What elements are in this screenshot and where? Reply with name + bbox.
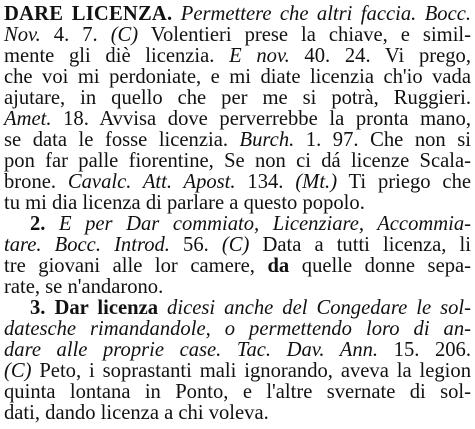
entry-line-3: mente gli diè licenzia. E nov. 40. 24. Vi prego, [4, 45, 471, 67]
headword: DARE LICENZA. [4, 3, 173, 25]
citation-marker: (Mt.) [295, 171, 338, 193]
citation-source: Burch. [239, 129, 295, 151]
sense-3-line-5: quinta lontana in Ponto, e l'altre svernate di sol- [4, 381, 471, 403]
entry-line-4: che voi mi perdoniate, e mi diate licenzia ch'io vada [4, 66, 471, 88]
sense-number: 2. [30, 213, 59, 235]
sense-3-line-4: (C) Peto, i soprastanti mali ignorando, aveva la legion [4, 360, 471, 382]
citation-marker: (C) [221, 234, 250, 256]
citation-marker: (C) [4, 360, 32, 382]
entry-line-7: se data le fosse licenzia. Burch. 1. 97. Che non si [4, 129, 471, 151]
entry-line-10: tu mi dia licenza di parlare a questo popolo. [4, 192, 365, 214]
definition-text: Permettere che altri faccia. Bocc. [180, 3, 471, 25]
sense-2-line-4: rate, se n'andarono. [4, 276, 164, 298]
entry-line-8: pon far palle fiorentine, Se non ci dá licenze Scala- [4, 150, 471, 172]
sense-headword: 3. Dar licenza [30, 297, 159, 319]
entry-line-9: brone. Cavalc. Att. Apost. 134. (Mt.) Ti priego che [4, 171, 472, 193]
entry-line-6: Amet. 18. Avvisa dove perverrebbe la pronta mano, [4, 108, 471, 130]
sense-2-line-3: tre giovani alle lor camere, da quelle donne sepa- [4, 255, 472, 277]
citation-source: tare. Bocc. Introd. [4, 234, 170, 256]
sense-3-line-6: dati, dando licenza a chi voleva. [4, 402, 269, 424]
citation-source: Amet. [4, 108, 52, 130]
citation-marker: (C) [110, 24, 139, 46]
definition-text: datesche rimandandole, o permettendo loro di an- [4, 318, 471, 340]
entry-line-2: Nov. 4. 7. (C) Volentieri prese la chiave, e simil- [4, 24, 471, 46]
citation-source: Cavalc. Att. Apost. [67, 171, 236, 193]
citation-source: E nov. [229, 45, 290, 67]
definition-text: E per Dar commiato, Licenziare, Accommia- [58, 213, 471, 235]
definition-text: dare alle proprie case. Tac. Dav. Ann. [4, 339, 379, 361]
sense-2-line-2: tare. Bocc. Introd. 56. (C) Data a tutti licenza, li [4, 234, 472, 256]
definition-text: dicesi anche del Congedare le sol- [167, 297, 471, 319]
sense-3-line-3: dare alle proprie case. Tac. Dav. Ann. 15. 206. [4, 339, 471, 361]
entry-line-5: ajutare, in quello che per me si potrà, Ruggieri. [4, 87, 471, 109]
dictionary-entry [4, 2, 471, 427]
citation-source: Nov. [4, 24, 41, 46]
